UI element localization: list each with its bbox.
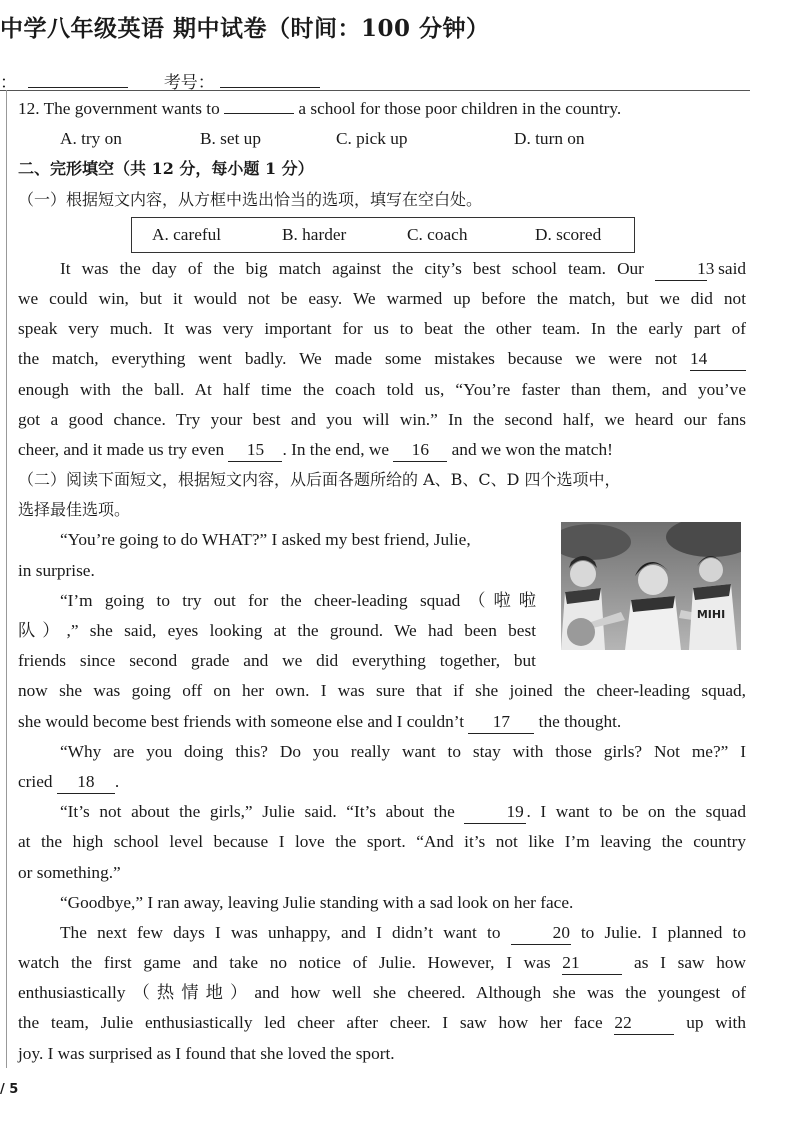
jersey-lettering: MIHI <box>696 608 726 621</box>
passage-1-line: the match, everything went badly. We made some mistakes because we were not 14 <box>18 344 746 374</box>
word-bank-box <box>131 217 635 253</box>
page-number: / 5 <box>0 1082 19 1097</box>
passage-1-line: cheer, and it made us try even 15 . In the end, we 16 and we won the match! <box>18 435 746 465</box>
option-b[interactable]: B. set up <box>200 129 261 149</box>
passage-2-line: she would become best friends with someone else and I couldn’t 17 the thought. <box>18 707 746 737</box>
section-2-heading: 二、完形填空（共 12 分，每小题 1 分） <box>18 159 314 179</box>
passage-2-line: watch the first game and take no notice of Julie. However, I was 21 as I saw how <box>18 948 746 978</box>
header-divider <box>0 90 750 91</box>
passage-2-line: now she was going off on her own. I was sure that if she joined the cheer-leading squad, <box>18 681 746 701</box>
cheerleaders-illustration <box>561 522 741 650</box>
passage-2-line: at the high school level because I love the sport. “And it’s not like I’m leaving the country <box>18 832 746 852</box>
answer-blank-12[interactable] <box>224 113 294 114</box>
word-bank-option-c: C. coach <box>407 224 468 244</box>
answer-blank-14[interactable]: 14 <box>690 348 746 371</box>
exam-number-label: 考号： <box>163 73 215 93</box>
word-bank-option-a: A. careful <box>152 224 222 244</box>
passage-2-line: friends since second grade and we did everything together, but <box>18 651 536 671</box>
option-d[interactable]: D. turn on <box>514 129 585 149</box>
passage-1 <box>18 254 746 465</box>
passage-2-line: in surprise. <box>18 560 95 580</box>
passage-1-line: speak very much. It was very important for us to beat the other team. In the early part of <box>18 319 746 339</box>
answer-blank-20[interactable]: 20 <box>511 922 571 945</box>
passage-2-line: “It’s not about the girls,” Julie said. “It’s about the 19 . I want to be on the squad <box>18 797 746 827</box>
exam-title: 中学八年级英语 期中试卷（时间：100 分钟） <box>0 15 490 42</box>
answer-blank-19[interactable]: 19 <box>464 801 526 824</box>
passage-2-line: joy. I was surprised as I found that she loved the sport. <box>18 1043 395 1063</box>
passage-1-line: enough with the ball. At half time the coach told us, “You’re faster than them, and you’ve <box>18 379 746 399</box>
question-12-stem: 12. The government wants to a school for those poor children in the country. <box>18 99 622 118</box>
cheerleaders-photo <box>561 522 741 650</box>
passage-2-line: the team, Julie enthusiastically led cheer after cheer. I saw how her face 22 up with <box>18 1008 746 1038</box>
passage-2-line: The next few days I was unhappy, and I didn’t want to 20 to Julie. I planned to <box>18 918 746 948</box>
answer-blank-21[interactable]: 21 <box>562 952 622 975</box>
passage-2-line: “Goodbye,” I ran away, leaving Julie standing with a sad look on her face. <box>60 892 574 912</box>
answer-blank-22[interactable]: 22 <box>614 1012 674 1035</box>
passage-2-line: cried 18 . <box>18 767 746 797</box>
passage-1-line: It was the day of the big match against the city’s best school team. Our 13 said <box>18 254 746 284</box>
passage-2-line: or something.” <box>18 862 121 882</box>
word-bank-option-b: B. harder <box>282 224 347 244</box>
exam-number-blank[interactable] <box>220 73 320 88</box>
passage-1-line: we could win, but it would not be easy. We warmed up before the match, but we did not <box>18 288 746 308</box>
answer-blank-18[interactable]: 18 <box>57 771 115 794</box>
answer-blank-13[interactable]: 13 <box>655 258 707 281</box>
passage-2-line: enthusiastically（热情地）and how well she cheered. Although she was the youngest of <box>18 983 746 1003</box>
passage-2-line: “I’m going to try out for the cheer-leading squad（啦啦 <box>60 590 536 610</box>
option-c[interactable]: C. pick up <box>336 129 408 149</box>
passage-1-line: got a good chance. Try your best and you will win.” In the second half, we heard our fans <box>18 409 746 429</box>
answer-blank-16[interactable]: 16 <box>393 439 447 462</box>
word-bank-option-d: D. scored <box>535 224 602 244</box>
part-1-instruction: （一）根据短文内容，从方框中选出恰当的选项，填写在空白处。 <box>18 189 483 209</box>
question-12-options <box>18 124 746 154</box>
part-2-instruction-cont: 选择最佳选项。 <box>18 500 131 520</box>
name-blank[interactable] <box>28 73 128 88</box>
option-a[interactable]: A. try on <box>60 129 122 149</box>
part-2-instruction: （二）阅读下面短文，根据短文内容，从后面各题所给的 A、B、C、D 四个选项中， <box>18 470 621 490</box>
passage-2-line: 队）,” she said, eyes looking at the ground. We had been best <box>18 621 536 640</box>
passage-2-line: “Why are you doing this? Do you really want to stay with those girls? Not me?” I <box>60 741 746 761</box>
answer-blank-15[interactable]: 15 <box>228 439 282 462</box>
passage-2-line: “You’re going to do WHAT?” I asked my best friend, Julie, <box>60 530 471 550</box>
binding-margin-line <box>6 90 7 1068</box>
name-label: ： <box>0 73 17 93</box>
answer-blank-17[interactable]: 17 <box>468 711 534 734</box>
